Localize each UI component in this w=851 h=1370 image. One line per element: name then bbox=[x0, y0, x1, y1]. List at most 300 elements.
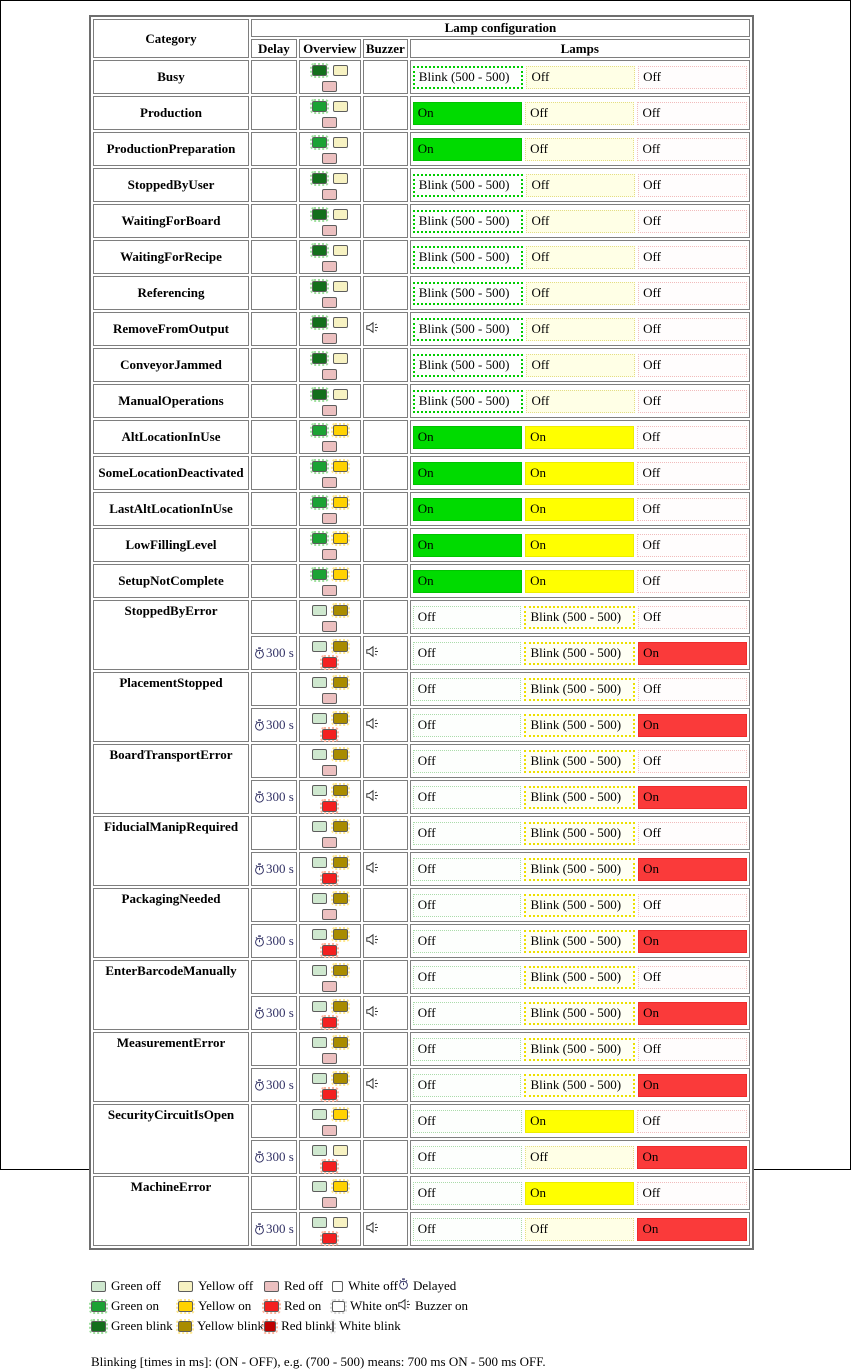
category-cell: LowFillingLevel bbox=[93, 528, 249, 562]
overview-cell bbox=[299, 744, 361, 778]
red-lamp-off-icon bbox=[322, 297, 337, 308]
green-lamp-state: Off bbox=[413, 858, 522, 881]
table-row bbox=[93, 600, 750, 634]
green-lamp-blink-icon bbox=[312, 281, 327, 292]
yellow-lamp-state: Off bbox=[526, 354, 635, 377]
lamp-config-table bbox=[89, 15, 754, 1250]
green-lamp-state: Blink (500 - 500) bbox=[413, 246, 524, 269]
red-lamp-off-icon bbox=[322, 765, 337, 776]
green-lamp-state: Blink (500 - 500) bbox=[413, 318, 524, 341]
buzzer-icon bbox=[366, 645, 379, 660]
overview-cell bbox=[299, 780, 361, 814]
red-lamp-off-icon bbox=[322, 369, 337, 380]
red-lamp-state: Off bbox=[638, 894, 747, 917]
green-lamp-off-icon bbox=[312, 965, 327, 976]
yellow-lamp-blink-icon bbox=[333, 677, 348, 688]
delay-cell bbox=[251, 924, 297, 958]
yellow-lamp-state: Off bbox=[525, 102, 634, 125]
overview-cell bbox=[299, 1068, 361, 1102]
lamps-group bbox=[413, 102, 747, 125]
category-cell: MeasurementError bbox=[93, 1032, 249, 1102]
category-cell: WaitingForBoard bbox=[93, 204, 249, 238]
lamps-cell bbox=[410, 780, 750, 814]
yellow-lamp-on-icon bbox=[178, 1301, 193, 1312]
delay-cell bbox=[251, 960, 297, 994]
lamps-cell bbox=[410, 96, 750, 130]
red-lamp-off-icon bbox=[322, 513, 337, 524]
white-lamp-on-icon bbox=[332, 1301, 345, 1312]
green-lamp-blink-icon bbox=[312, 65, 327, 76]
category-cell: ConveyorJammed bbox=[93, 348, 249, 382]
lamps-cell bbox=[410, 1176, 750, 1210]
delayed-icon bbox=[398, 1278, 413, 1294]
lamps-group bbox=[413, 642, 747, 665]
red-lamp-on-icon bbox=[322, 1233, 337, 1244]
green-lamp-state: Off bbox=[413, 1110, 522, 1133]
delay-cell bbox=[251, 1212, 297, 1246]
legend-row bbox=[91, 1296, 754, 1316]
lamps-cell bbox=[410, 996, 750, 1030]
lamps-group bbox=[413, 426, 747, 449]
red-lamp-on-icon bbox=[322, 873, 337, 884]
red-lamp-state: Off bbox=[638, 966, 747, 989]
table-row bbox=[93, 132, 750, 166]
delay-value: 300 s bbox=[266, 933, 294, 948]
lamps-cell bbox=[410, 348, 750, 382]
table-row bbox=[93, 816, 750, 850]
buzzer-cell bbox=[363, 312, 408, 346]
buzzer-cell bbox=[363, 996, 408, 1030]
lamps-group bbox=[413, 822, 747, 845]
delayed-icon bbox=[254, 1077, 266, 1092]
yellow-lamp-off-icon bbox=[333, 281, 348, 292]
lamps-group bbox=[413, 1218, 747, 1241]
category-cell: BoardTransportError bbox=[93, 744, 249, 814]
table-row bbox=[93, 492, 750, 526]
buzzer-cell bbox=[363, 888, 408, 922]
lamps-cell bbox=[410, 672, 750, 706]
overview-cell bbox=[299, 96, 361, 130]
overview-header: Overview bbox=[299, 39, 361, 58]
overview-cell bbox=[299, 564, 361, 598]
red-lamp-on-icon bbox=[322, 657, 337, 668]
red-lamp-state: Off bbox=[638, 1038, 747, 1061]
red-lamp-on-icon bbox=[322, 1161, 337, 1172]
yellow-lamp-state: Blink (500 - 500) bbox=[524, 822, 635, 845]
red-lamp-off-icon bbox=[322, 1125, 337, 1136]
delay-value: 300 s bbox=[266, 789, 294, 804]
green-lamp-on-icon bbox=[312, 425, 327, 436]
green-lamp-off-icon bbox=[312, 1217, 327, 1228]
table-row bbox=[93, 168, 750, 202]
delay-cell bbox=[251, 564, 297, 598]
lamps-cell bbox=[410, 1032, 750, 1066]
green-lamp-state: Off bbox=[413, 966, 522, 989]
yellow-lamp-off-icon bbox=[333, 317, 348, 328]
red-lamp-state: On bbox=[638, 786, 747, 809]
yellow-lamp-state: Blink (500 - 500) bbox=[524, 1038, 635, 1061]
red-lamp-state: On bbox=[637, 1218, 746, 1241]
table-row bbox=[93, 456, 750, 490]
red-lamp-off-icon bbox=[322, 1053, 337, 1064]
yellow-lamp-off-icon bbox=[333, 101, 348, 112]
red-lamp-state: Off bbox=[637, 462, 746, 485]
legend-label: Green off bbox=[111, 1278, 161, 1293]
overview-cell bbox=[299, 312, 361, 346]
red-lamp-blink-icon bbox=[264, 1321, 276, 1332]
buzzer-cell bbox=[363, 816, 408, 850]
green-lamp-on-icon bbox=[312, 101, 327, 112]
buzzer-cell bbox=[363, 528, 408, 562]
category-cell: RemoveFromOutput bbox=[93, 312, 249, 346]
table-row bbox=[93, 276, 750, 310]
overview-cell bbox=[299, 348, 361, 382]
yellow-lamp-state: Blink (500 - 500) bbox=[524, 606, 635, 629]
category-cell: Busy bbox=[93, 60, 249, 94]
lamps-cell bbox=[410, 816, 750, 850]
buzzer-cell bbox=[363, 1212, 408, 1246]
overview-cell bbox=[299, 672, 361, 706]
yellow-lamp-state: Blink (500 - 500) bbox=[524, 894, 635, 917]
legend-item bbox=[332, 1278, 398, 1294]
buzzer-icon bbox=[366, 933, 379, 948]
delay-cell bbox=[251, 636, 297, 670]
overview-cell bbox=[299, 852, 361, 886]
delay-cell bbox=[251, 708, 297, 742]
yellow-lamp-state: On bbox=[525, 534, 634, 557]
green-lamp-off-icon bbox=[312, 857, 327, 868]
red-lamp-state: Off bbox=[637, 1110, 746, 1133]
yellow-lamp-on-icon bbox=[333, 533, 348, 544]
green-lamp-state: Off bbox=[413, 1074, 522, 1097]
table-row bbox=[93, 564, 750, 598]
delay-cell bbox=[251, 348, 297, 382]
green-lamp-state: Off bbox=[413, 1002, 522, 1025]
yellow-lamp-state: Blink (500 - 500) bbox=[524, 750, 635, 773]
category-cell: EnterBarcodeManually bbox=[93, 960, 249, 1030]
category-cell: Production bbox=[93, 96, 249, 130]
red-lamp-state: Off bbox=[638, 390, 747, 413]
green-lamp-off-icon bbox=[312, 1145, 327, 1156]
red-lamp-state: On bbox=[638, 1002, 747, 1025]
green-lamp-blink-icon bbox=[312, 209, 327, 220]
legend-row bbox=[91, 1316, 754, 1336]
legend bbox=[91, 1276, 754, 1336]
lamps-group bbox=[413, 1110, 747, 1133]
lamps-cell bbox=[410, 636, 750, 670]
lamps-group bbox=[413, 246, 747, 269]
category-cell: StoppedByError bbox=[93, 600, 249, 670]
buzzer-cell bbox=[363, 420, 408, 454]
lamps-cell bbox=[410, 924, 750, 958]
red-lamp-off-icon bbox=[322, 585, 337, 596]
yellow-lamp-off-icon bbox=[333, 389, 348, 400]
table-row bbox=[93, 888, 750, 922]
buzzer-cell bbox=[363, 204, 408, 238]
yellow-lamp-blink-icon bbox=[333, 1001, 348, 1012]
red-lamp-state: Off bbox=[637, 102, 746, 125]
red-lamp-on-icon bbox=[322, 1017, 337, 1028]
overview-cell bbox=[299, 1032, 361, 1066]
table-row bbox=[93, 384, 750, 418]
overview-cell bbox=[299, 384, 361, 418]
lamps-group bbox=[413, 354, 747, 377]
lamps-cell bbox=[410, 960, 750, 994]
yellow-lamp-state: Blink (500 - 500) bbox=[524, 858, 635, 881]
lamps-cell bbox=[410, 276, 750, 310]
legend-item bbox=[91, 1278, 178, 1294]
delay-cell bbox=[251, 528, 297, 562]
buzzer-cell bbox=[363, 960, 408, 994]
overview-cell bbox=[299, 132, 361, 166]
red-lamp-state: Off bbox=[638, 66, 747, 89]
yellow-lamp-blink-icon bbox=[333, 605, 348, 616]
buzzer-cell bbox=[363, 924, 408, 958]
table-row bbox=[93, 420, 750, 454]
yellow-lamp-on-icon bbox=[333, 569, 348, 580]
green-lamp-off-icon bbox=[312, 677, 327, 688]
green-lamp-off-icon bbox=[312, 1037, 327, 1048]
lamps-group bbox=[413, 1182, 747, 1205]
buzzer-cell bbox=[363, 1032, 408, 1066]
green-lamp-state: Off bbox=[413, 606, 522, 629]
white-lamp-blink-icon bbox=[332, 1321, 334, 1332]
green-lamp-off-icon bbox=[312, 605, 327, 616]
red-lamp-off-icon bbox=[322, 621, 337, 632]
legend-label: Buzzer on bbox=[415, 1298, 469, 1313]
overview-cell bbox=[299, 276, 361, 310]
red-lamp-off-icon bbox=[322, 333, 337, 344]
green-lamp-state: Off bbox=[413, 822, 522, 845]
yellow-lamp-state: On bbox=[525, 1182, 634, 1205]
buzzer-cell bbox=[363, 636, 408, 670]
buzzer-icon bbox=[366, 1221, 379, 1236]
red-lamp-state: Off bbox=[637, 1182, 746, 1205]
lamps-cell bbox=[410, 564, 750, 598]
red-lamp-off-icon bbox=[322, 189, 337, 200]
yellow-lamp-blink-icon bbox=[333, 1073, 348, 1084]
yellow-lamp-blink-icon bbox=[333, 1037, 348, 1048]
yellow-lamp-state: Blink (500 - 500) bbox=[524, 678, 635, 701]
yellow-lamp-state: Blink (500 - 500) bbox=[524, 714, 635, 737]
buzzer-cell bbox=[363, 96, 408, 130]
category-cell: AltLocationInUse bbox=[93, 420, 249, 454]
overview-cell bbox=[299, 636, 361, 670]
delay-header: Delay bbox=[251, 39, 297, 58]
lamps-cell bbox=[410, 132, 750, 166]
green-lamp-state: On bbox=[413, 498, 522, 521]
buzzer-icon bbox=[366, 789, 379, 804]
category-cell: SetupNotComplete bbox=[93, 564, 249, 598]
red-lamp-state: Off bbox=[638, 822, 747, 845]
red-lamp-off-icon bbox=[322, 225, 337, 236]
yellow-lamp-blink-icon bbox=[333, 893, 348, 904]
buzzer-cell bbox=[363, 708, 408, 742]
delay-cell bbox=[251, 1140, 297, 1174]
category-cell: PlacementStopped bbox=[93, 672, 249, 742]
red-lamp-on-icon bbox=[322, 729, 337, 740]
red-lamp-off-icon bbox=[322, 1197, 337, 1208]
buzzer-cell bbox=[363, 1176, 408, 1210]
lamps-group bbox=[413, 786, 747, 809]
table-header bbox=[93, 19, 750, 58]
lamps-group bbox=[413, 1038, 747, 1061]
overview-cell bbox=[299, 204, 361, 238]
buzzer-icon bbox=[366, 1077, 379, 1092]
green-lamp-blink-icon bbox=[312, 317, 327, 328]
buzzer-cell bbox=[363, 600, 408, 634]
delay-cell bbox=[251, 1032, 297, 1066]
yellow-lamp-off-icon bbox=[333, 1217, 348, 1228]
buzzer-cell bbox=[363, 672, 408, 706]
legend-item bbox=[264, 1318, 332, 1334]
overview-cell bbox=[299, 888, 361, 922]
overview-cell bbox=[299, 924, 361, 958]
delayed-icon bbox=[254, 1005, 266, 1020]
red-lamp-off-icon bbox=[322, 981, 337, 992]
overview-cell bbox=[299, 60, 361, 94]
yellow-lamp-off-icon bbox=[333, 353, 348, 364]
green-lamp-state: Off bbox=[413, 1182, 522, 1205]
delay-cell bbox=[251, 1068, 297, 1102]
lamps-group bbox=[413, 66, 747, 89]
red-lamp-off-icon bbox=[322, 153, 337, 164]
delay-cell bbox=[251, 888, 297, 922]
delay-cell bbox=[251, 600, 297, 634]
yellow-lamp-state: On bbox=[525, 570, 634, 593]
legend-label: Yellow off bbox=[198, 1278, 254, 1293]
lamps-cell bbox=[410, 204, 750, 238]
category-cell: ProductionPreparation bbox=[93, 132, 249, 166]
red-lamp-off-icon bbox=[264, 1281, 279, 1292]
yellow-lamp-state: Blink (500 - 500) bbox=[524, 966, 635, 989]
delay-cell bbox=[251, 312, 297, 346]
green-lamp-state: On bbox=[413, 138, 522, 161]
legend-item bbox=[398, 1298, 468, 1314]
buzzer-cell bbox=[363, 492, 408, 526]
green-lamp-state: Off bbox=[413, 1146, 522, 1169]
yellow-lamp-state: Off bbox=[526, 282, 635, 305]
delayed-icon bbox=[254, 717, 266, 732]
legend-label: Green blink bbox=[111, 1318, 173, 1333]
legend-item bbox=[332, 1318, 401, 1334]
legend-item bbox=[398, 1278, 456, 1294]
red-lamp-state: Off bbox=[637, 426, 746, 449]
delay-cell bbox=[251, 1104, 297, 1138]
delayed-icon bbox=[254, 861, 266, 876]
lamps-cell bbox=[410, 168, 750, 202]
lamps-group bbox=[413, 966, 747, 989]
table-row bbox=[93, 672, 750, 706]
lamps-group bbox=[413, 498, 747, 521]
yellow-lamp-state: Off bbox=[526, 210, 635, 233]
red-lamp-state: On bbox=[638, 642, 747, 665]
category-cell: FiducialManipRequired bbox=[93, 816, 249, 886]
buzzer-cell bbox=[363, 1140, 408, 1174]
delay-cell bbox=[251, 240, 297, 274]
yellow-lamp-on-icon bbox=[333, 461, 348, 472]
yellow-lamp-off-icon bbox=[333, 137, 348, 148]
buzzer-header: Buzzer bbox=[363, 39, 408, 58]
red-lamp-state: Off bbox=[638, 606, 747, 629]
red-lamp-off-icon bbox=[322, 693, 337, 704]
table-row bbox=[93, 348, 750, 382]
category-cell: StoppedByUser bbox=[93, 168, 249, 202]
delay-cell bbox=[251, 744, 297, 778]
legend-item bbox=[332, 1298, 398, 1314]
yellow-lamp-state: Blink (500 - 500) bbox=[524, 786, 635, 809]
green-lamp-state: Blink (500 - 500) bbox=[413, 390, 524, 413]
yellow-lamp-state: Off bbox=[526, 246, 635, 269]
red-lamp-off-icon bbox=[322, 909, 337, 920]
table-row bbox=[93, 1176, 750, 1210]
yellow-lamp-on-icon bbox=[333, 1109, 348, 1120]
green-lamp-blink-icon bbox=[312, 173, 327, 184]
yellow-lamp-state: Off bbox=[526, 66, 635, 89]
lamps-group bbox=[413, 894, 747, 917]
green-lamp-on-icon bbox=[312, 137, 327, 148]
buzzer-cell bbox=[363, 780, 408, 814]
green-lamp-blink-icon bbox=[312, 353, 327, 364]
legend-item bbox=[178, 1298, 264, 1314]
red-lamp-off-icon bbox=[322, 261, 337, 272]
buzzer-cell bbox=[363, 276, 408, 310]
yellow-lamp-state: Off bbox=[526, 390, 635, 413]
overview-cell bbox=[299, 168, 361, 202]
yellow-lamp-state: Off bbox=[526, 174, 635, 197]
red-lamp-state: Off bbox=[638, 174, 747, 197]
lamps-group bbox=[413, 282, 747, 305]
yellow-lamp-on-icon bbox=[333, 425, 348, 436]
category-cell: LastAltLocationInUse bbox=[93, 492, 249, 526]
red-lamp-state: Off bbox=[637, 498, 746, 521]
lamps-cell bbox=[410, 60, 750, 94]
buzzer-icon bbox=[366, 321, 379, 336]
green-lamp-off-icon bbox=[312, 1181, 327, 1192]
legend-label: Yellow on bbox=[198, 1298, 252, 1313]
red-lamp-on-icon bbox=[322, 1089, 337, 1100]
buzzer-cell bbox=[363, 132, 408, 166]
red-lamp-state: Off bbox=[638, 246, 747, 269]
green-lamp-state: Off bbox=[413, 1038, 522, 1061]
red-lamp-state: Off bbox=[638, 210, 747, 233]
category-cell: MachineError bbox=[93, 1176, 249, 1246]
lamps-group bbox=[413, 1074, 747, 1097]
category-cell: WaitingForRecipe bbox=[93, 240, 249, 274]
delay-cell bbox=[251, 384, 297, 418]
delay-cell bbox=[251, 996, 297, 1030]
lamps-group bbox=[413, 534, 747, 557]
yellow-lamp-state: On bbox=[525, 426, 634, 449]
yellow-lamp-blink-icon bbox=[333, 821, 348, 832]
buzzer-cell bbox=[363, 744, 408, 778]
legend-label: Yellow blink bbox=[197, 1318, 264, 1333]
category-cell: PackagingNeeded bbox=[93, 888, 249, 958]
overview-cell bbox=[299, 1176, 361, 1210]
lamps-group bbox=[413, 462, 747, 485]
table-row bbox=[93, 528, 750, 562]
delay-cell bbox=[251, 132, 297, 166]
overview-cell bbox=[299, 1104, 361, 1138]
content bbox=[89, 15, 754, 1370]
blinking-note: Blinking [times in ms]: (ON - OFF), e.g. (700 - 500) means: 700 ms ON - 500 ms OFF. bbox=[91, 1354, 546, 1369]
red-lamp-state: On bbox=[638, 930, 747, 953]
green-lamp-state: Blink (500 - 500) bbox=[413, 282, 524, 305]
delay-value: 300 s bbox=[266, 1221, 294, 1236]
overview-cell bbox=[299, 492, 361, 526]
overview-cell bbox=[299, 1140, 361, 1174]
yellow-lamp-blink-icon bbox=[178, 1321, 192, 1332]
